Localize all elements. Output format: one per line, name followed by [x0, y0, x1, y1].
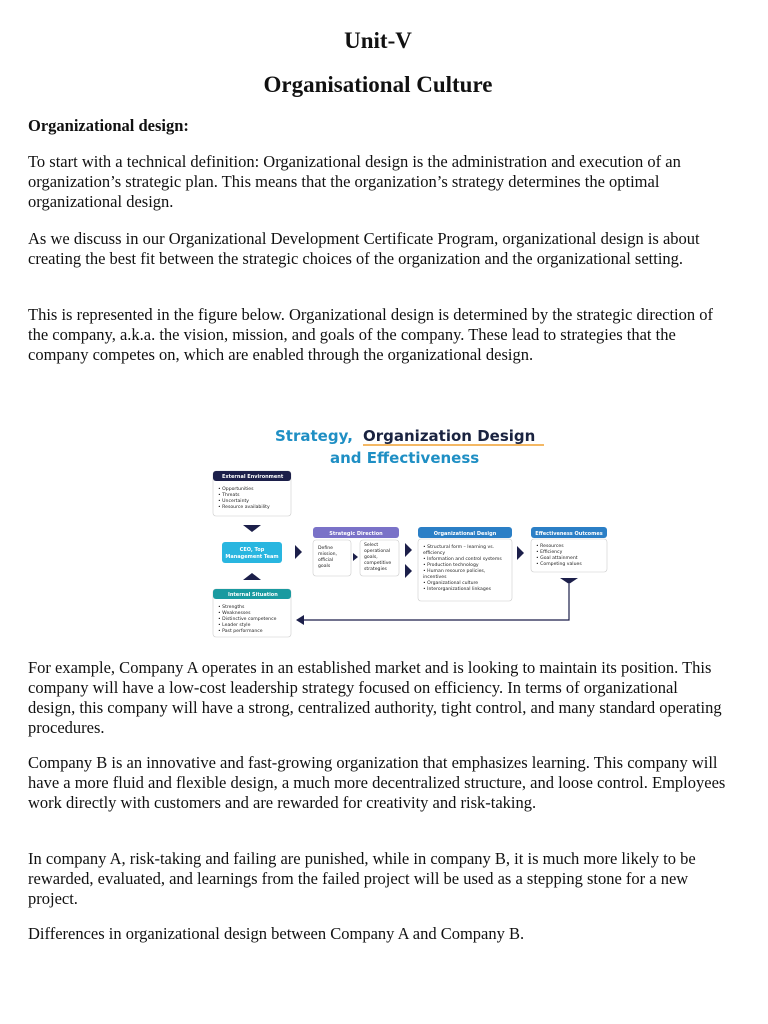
orgdesign-item: • Organizational culture	[423, 581, 479, 586]
external-environment-box	[213, 471, 291, 516]
orgdesign-item: • Interorganizational linkages	[423, 587, 491, 592]
external-item: • Opportunities	[218, 487, 254, 492]
orgdesign-head: Organizational Design	[433, 531, 497, 537]
paragraph-figure-intro: This is represented in the figure below. Organizational design is determined by the strategic direction of the company, a.k.a. the vision, mission, and goals of the company. These lead to strategies that the company competes on, which are enabled through the organizational design.	[28, 305, 713, 364]
strategic-right: competitive	[364, 561, 392, 566]
orgdesign-item: incentives	[423, 575, 447, 580]
internal-item: • Weaknesses	[218, 611, 251, 616]
strategic-left: official	[318, 558, 334, 563]
strategic-left: goals	[318, 564, 331, 569]
outcomes-item: • Efficiency	[536, 550, 563, 555]
orgdesign-item: • Information and control systems	[423, 557, 502, 562]
strategic-right: goals,	[364, 555, 378, 560]
external-item: • Resource availability	[218, 505, 270, 510]
strategic-left: mission,	[318, 552, 337, 557]
strategic-right: Select	[364, 543, 379, 548]
strategy-diagram	[172, 412, 603, 644]
page-title: Organisational Culture	[263, 72, 493, 97]
effectiveness-outcomes-box	[531, 527, 607, 572]
orgdesign-item: efficiency	[423, 551, 446, 556]
ceo-line1: CEO, Top	[239, 547, 265, 553]
orgdesign-item: • Human resource policies,	[423, 569, 486, 574]
external-item: • Threats	[218, 493, 240, 498]
paragraph-company-b: Company B is an innovative and fast-growing organization that emphasizes learning. This company will have a more fluid and flexible design, a much more decentralized structure, and loose control. Employees work directly with customers and are rewarded for creativity and risk-taking.	[28, 753, 726, 812]
figure-title-part2: Organization Design	[363, 427, 536, 445]
paragraph-differences: Differences in organizational design between Company A and Company B.	[28, 924, 525, 943]
external-item: • Uncertainty	[218, 499, 250, 504]
internal-item: • Distinctive competence	[218, 617, 277, 622]
external-head: External Environment	[222, 474, 284, 480]
internal-item: • Leader style	[218, 623, 251, 628]
paragraph-certificate: As we discuss in our Organizational Development Certificate Program, organizational design is about creating the best fit between the strategic choices of the organization and the organizational setting.	[28, 229, 700, 268]
ceo-line2: Management Team	[225, 554, 279, 560]
strategic-right: strategies	[364, 567, 387, 572]
internal-item: • Strengths	[218, 605, 245, 610]
figure-title-line2: and Effectiveness	[330, 449, 480, 467]
outcomes-head: Effectiveness Outcomes	[535, 531, 603, 537]
internal-situation-box	[213, 589, 291, 637]
ceo-box	[222, 542, 282, 563]
strategic-head: Strategic Direction	[329, 531, 383, 537]
orgdesign-item: • Structural form – learning vs.	[423, 545, 495, 550]
outcomes-item: • Goal attainment	[536, 556, 578, 561]
figure-title-part1: Strategy,	[275, 427, 353, 445]
strategic-left: Define	[318, 546, 333, 551]
strategy-figure	[172, 412, 603, 644]
section-heading: Organizational design:	[28, 116, 189, 135]
paragraph-risk-taking: In company A, risk-taking and failing are punished, while in company B, it is much more likely to be rewarded, evaluated, and learnings from the failed project will be used as a stepping stone for a new project.	[28, 849, 696, 908]
paragraph-definition: To start with a technical definition: Organizational design is the administration and execution of an organization’s strategic plan. This means that the organization’s strategy determines the optimal organizational design.	[28, 152, 681, 211]
strategic-right: operational	[364, 549, 391, 554]
internal-item: • Past performance	[218, 629, 263, 634]
outcomes-item: • Competing values	[536, 562, 582, 567]
paragraph-company-a: For example, Company A operates in an established market and is looking to maintain its position. This company will have a low-cost leadership strategy focused on efficiency. In terms of organizational design, this company will have a strong, centralized authority, tight control, and many standard operating procedures.	[28, 658, 722, 737]
internal-head: Internal Situation	[228, 592, 278, 598]
outcomes-item: • Resources	[536, 544, 564, 549]
orgdesign-item: • Production technology	[423, 563, 479, 568]
unit-title: Unit-V	[344, 28, 412, 53]
